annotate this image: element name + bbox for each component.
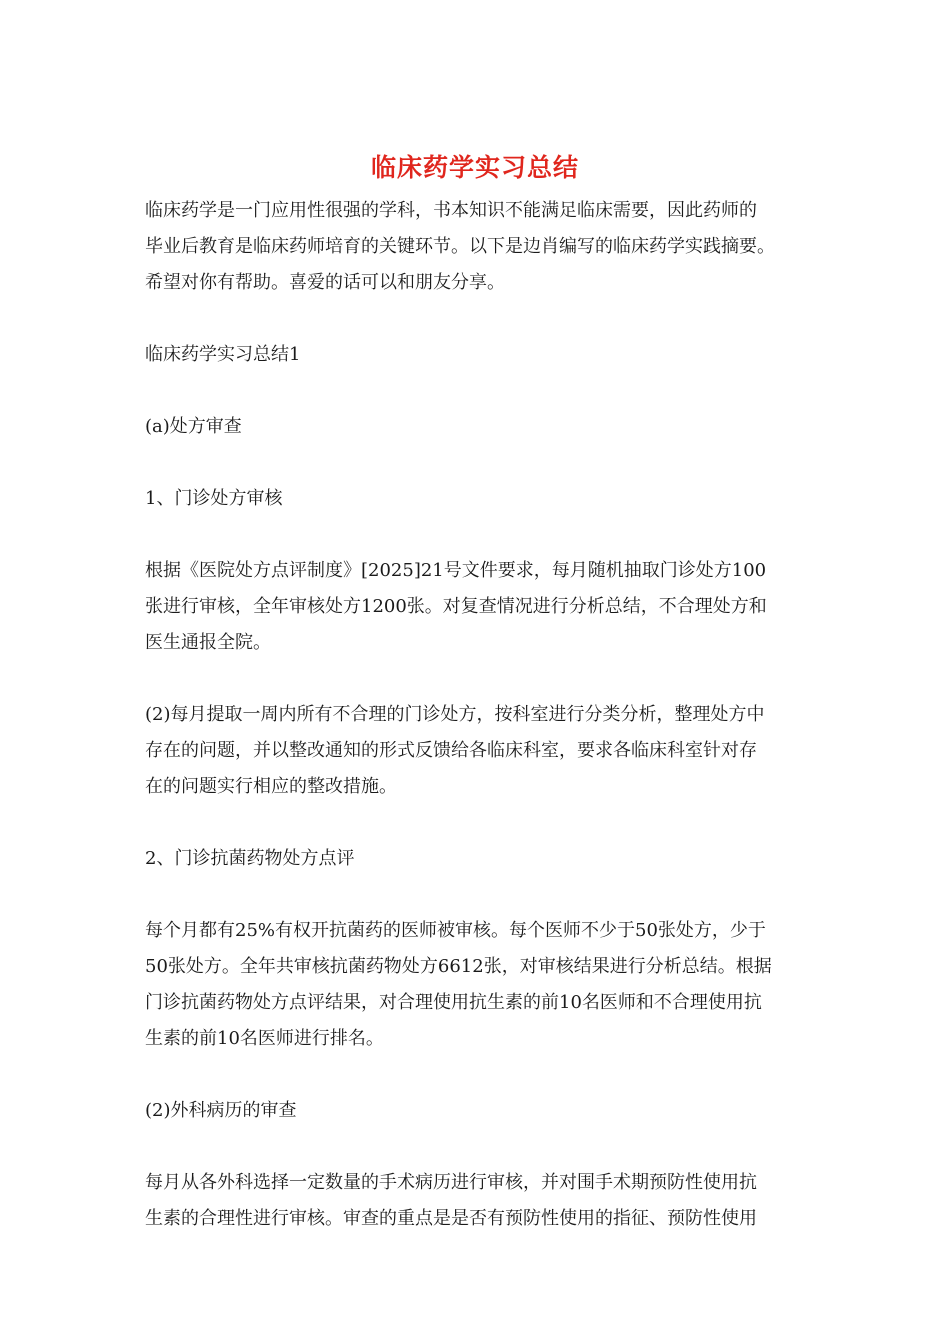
text-line: 50张处方。全年共审核抗菌药物处方6612张，对审核结果进行分析总结。根据	[145, 956, 772, 977]
text-line: 毕业后教育是临床药师培育的关键环节。以下是边肖编写的临床药学实践摘要。	[145, 236, 775, 257]
text-line: 临床药学是一门应用性很强的学科，书本知识不能满足临床需要，因此药师的	[145, 200, 757, 221]
text-line: 临床药学实习总结1	[145, 344, 301, 365]
text-line: 希望对你有帮助。喜爱的话可以和朋友分享。	[145, 272, 505, 293]
text-line: 每月从各外科选择一定数量的手术病历进行审核，并对围手术期预防性使用抗	[145, 1172, 757, 1193]
text-line: 2、门诊抗菌药物处方点评	[145, 848, 355, 869]
text-line: 根据《医院处方点评制度》[2025]21号文件要求，每月随机抽取门诊处方100	[145, 560, 767, 581]
paragraph-body	[145, 697, 815, 805]
paragraph-intro	[145, 193, 815, 301]
section-heading	[145, 1093, 815, 1129]
section-heading	[145, 409, 815, 445]
text-line: (a)处方审查	[145, 416, 242, 437]
text-line: (2)外科病历的审查	[145, 1100, 297, 1121]
section-heading	[145, 481, 815, 517]
text-line: 存在的问题，并以整改通知的形式反馈给各临床科室，要求各临床科室针对存	[145, 740, 757, 761]
text-line: 生素的前10名医师进行排名。	[145, 1028, 384, 1049]
section-heading	[145, 841, 815, 877]
paragraph-body	[145, 913, 815, 1057]
text-line: 张进行审核，全年审核处方1200张。对复查情况进行分析总结，不合理处方和	[145, 596, 767, 617]
text-line: (2)每月提取一周内所有不合理的门诊处方，按科室进行分类分析，整理处方中	[145, 704, 765, 725]
section-heading	[145, 337, 815, 373]
paragraph-body	[145, 1165, 815, 1237]
document-body	[145, 193, 815, 1237]
text-line: 1、门诊处方审核	[145, 488, 283, 509]
text-line: 每个月都有25%有权开抗菌药的医师被审核。每个医师不少于50张处方，少于	[145, 920, 766, 941]
text-line: 在的问题实行相应的整改措施。	[145, 776, 397, 797]
paragraph-body	[145, 553, 815, 661]
text-line: 生素的合理性进行审核。审查的重点是是否有预防性使用的指征、预防性使用	[145, 1208, 757, 1229]
text-line: 门诊抗菌药物处方点评结果，对合理使用抗生素的前10名医师和不合理使用抗	[145, 992, 762, 1013]
document-title: 临床药学实习总结	[370, 153, 579, 182]
text-line: 医生通报全院。	[145, 632, 271, 653]
